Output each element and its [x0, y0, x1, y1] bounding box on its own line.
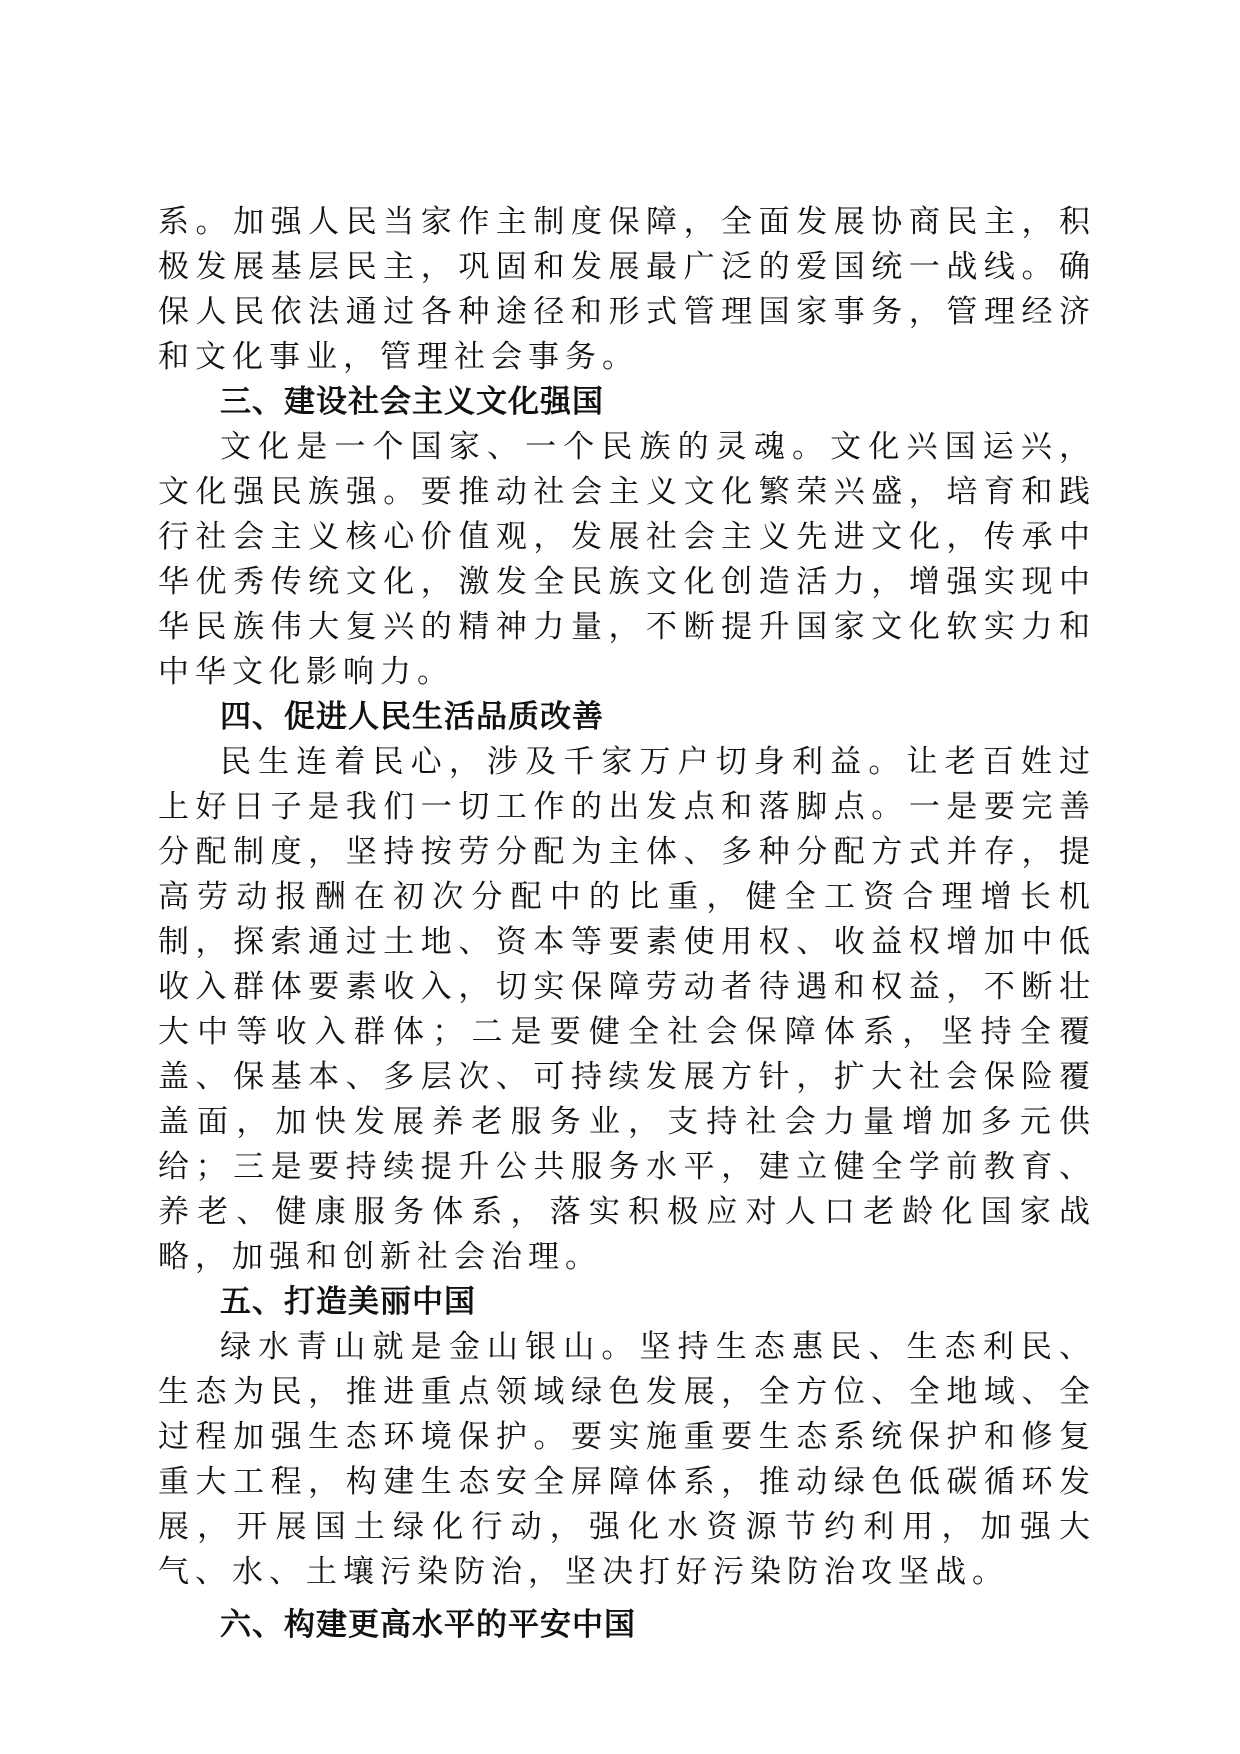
heading-section-4: 四、促进人民生活品质改善 — [220, 699, 604, 735]
paragraph-ecology: 绿水青山就是金山银山。坚持生态惠民、生态利民、生态为民，推进重点领域绿色发展，全方位、全地域、全过程加强生态环境保护。要实施重要生态系统保护和修复重大工程，构建生态安全屏障体系，推动绿色低碳循环发展，开展国土绿化行动，强化水资源节约利用，加强大气、水、土壤污染防治，坚决打好污染防治攻坚战。 — [158, 1329, 1096, 1590]
paragraph-democracy-continued: 系。加强人民当家作主制度保障，全面发展协商民主，积极发展基层民主，巩固和发展最广泛的爱国统一战线。确保人民依法通过各种途径和形式管理国家事务，管理经济和文化事业，管理社会事务。 — [158, 204, 1096, 375]
paragraph-culture: 文化是一个国家、一个民族的灵魂。文化兴国运兴，文化强民族强。要推动社会主义文化繁荣兴盛，培育和践行社会主义核心价值观，发展社会主义先进文化，传承中华优秀传统文化，激发全民族文化创造活力，增强实现中华民族伟大复兴的精神力量，不断提升国家文化软实力和中华文化影响力。 — [158, 429, 1096, 690]
heading-section-3: 三、建设社会主义文化强国 — [220, 384, 604, 420]
heading-section-6: 六、构建更高水平的平安中国 — [220, 1607, 636, 1643]
heading-section-5: 五、打造美丽中国 — [220, 1284, 476, 1320]
paragraph-livelihood: 民生连着民心，涉及千家万户切身利益。让老百姓过上好日子是我们一切工作的出发点和落脚点。一是要完善分配制度，坚持按劳分配为主体、多种分配方式并存，提高劳动报酬在初次分配中的比重，健全工资合理增长机制，探索通过土地、资本等要素使用权、收益权增加中低收入群体要素收入，切实保障劳动者待遇和权益，不断壮大中等收入群体；二是要健全社会保障体系，坚持全覆盖、保基本、多层次、可持续发展方针，扩大社会保险覆盖面，加快发展养老服务业，支持社会力量增加多元供给；三是要持续提升公共服务水平，建立健全学前教育、养老、健康服务体系，落实积极应对人口老龄化国家战略，加强和创新社会治理。 — [158, 744, 1096, 1275]
document-body — [158, 200, 1096, 1648]
